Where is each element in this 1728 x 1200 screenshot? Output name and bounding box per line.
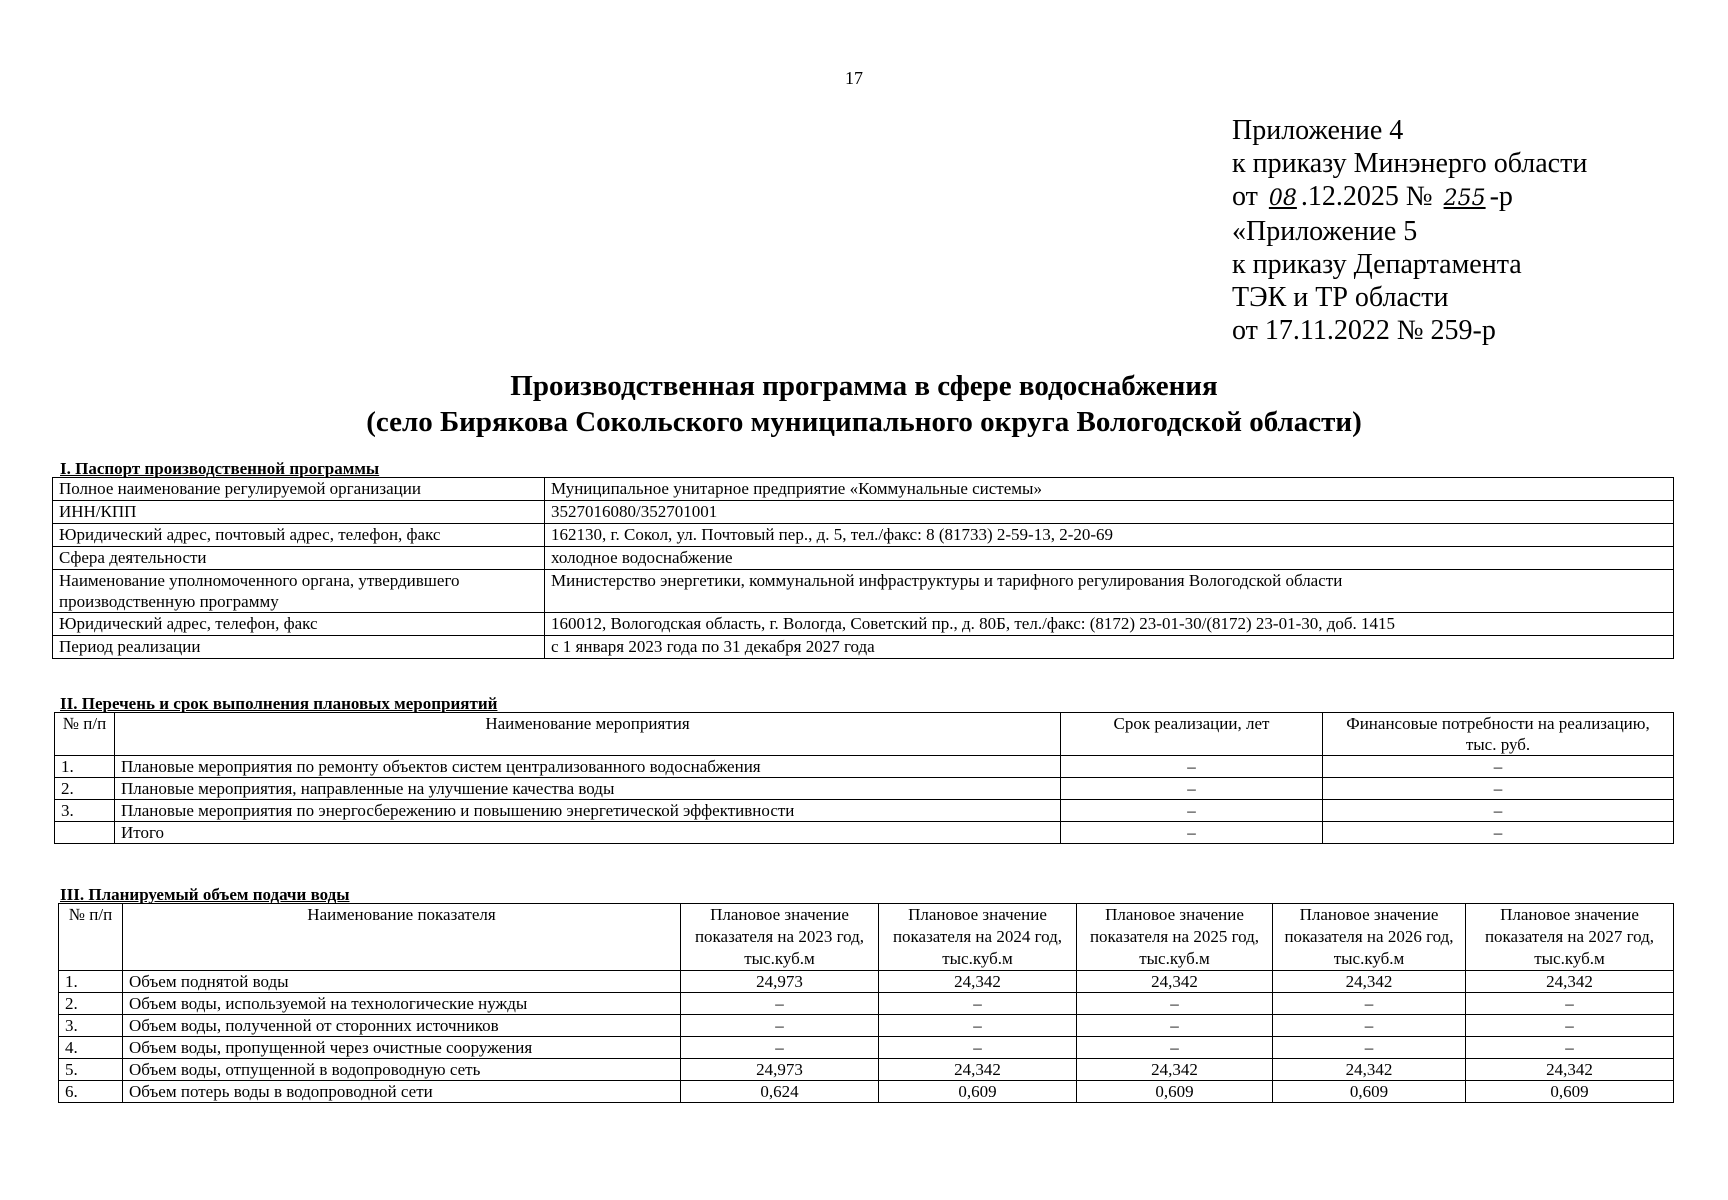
passport-value: с 1 января 2023 года по 31 декабря 2027 года xyxy=(545,636,1674,659)
measure-term: – xyxy=(1061,800,1323,822)
passport-row xyxy=(53,524,1674,547)
water-num: 1. xyxy=(59,971,123,993)
water-num: 3. xyxy=(59,1015,123,1037)
passport-value: Муниципальное унитарное предприятие «Коммунальные системы» xyxy=(545,478,1674,501)
passport-row xyxy=(53,636,1674,659)
header-2023: Плановое значение показателя на 2023 год, тыс.куб.м xyxy=(681,904,879,971)
measure-num: 3. xyxy=(55,800,115,822)
header-2026: Плановое значение показателя на 2026 год, тыс.куб.м xyxy=(1273,904,1466,971)
water-row xyxy=(59,1081,1674,1103)
water-value: – xyxy=(681,993,879,1015)
passport-label: Полное наименование регулируемой организации xyxy=(53,478,545,501)
water-num: 4. xyxy=(59,1037,123,1059)
section3-title: III. Планируемый объем подачи воды xyxy=(60,885,350,904)
passport-label: Сфера деятельности xyxy=(53,547,545,570)
water-row xyxy=(59,1059,1674,1081)
water-value: 24,342 xyxy=(1077,971,1273,993)
measure-row xyxy=(55,778,1674,800)
appendix-line-2: к приказу Минэнерго области xyxy=(1232,148,1588,179)
water-indicator: Объем поднятой воды xyxy=(123,971,681,993)
measure-num xyxy=(55,822,115,844)
appendix-line-7: от 17.11.2022 № 259-р xyxy=(1232,315,1496,346)
header-name: Наименование мероприятия xyxy=(115,713,1061,756)
water-value: 0,609 xyxy=(1077,1081,1273,1103)
water-indicator: Объем воды, полученной от сторонних источников xyxy=(123,1015,681,1037)
passport-label: Наименование уполномоченного органа, утвердившего производственную программу xyxy=(53,570,545,613)
measure-term: – xyxy=(1061,756,1323,778)
handwritten-number: 255 xyxy=(1443,186,1486,211)
water-value: – xyxy=(1466,1015,1674,1037)
water-indicator: Объем воды, пропущенной через очистные сооружения xyxy=(123,1037,681,1059)
water-value: – xyxy=(1466,993,1674,1015)
measure-finance: – xyxy=(1323,800,1674,822)
passport-row xyxy=(53,501,1674,524)
water-indicator: Объем потерь воды в водопроводной сети xyxy=(123,1081,681,1103)
measure-row xyxy=(55,822,1674,844)
passport-label: Период реализации xyxy=(53,636,545,659)
title-line-1: Производственная программа в сфере водоснабжения xyxy=(510,370,1218,402)
passport-table xyxy=(52,477,1674,659)
water-row xyxy=(59,993,1674,1015)
water-value: – xyxy=(879,1037,1077,1059)
passport-value: 3527016080/352701001 xyxy=(545,501,1674,524)
water-value: 24,342 xyxy=(1273,971,1466,993)
measure-finance: – xyxy=(1323,756,1674,778)
water-value: – xyxy=(879,1015,1077,1037)
water-value: 24,342 xyxy=(879,1059,1077,1081)
header-2024: Плановое значение показателя на 2024 год, тыс.куб.м xyxy=(879,904,1077,971)
water-value: 24,973 xyxy=(681,1059,879,1081)
measure-name: Плановые мероприятия по энергосбережению и повышению энергетической эффективности xyxy=(115,800,1061,822)
appendix-line-3 xyxy=(1232,180,1587,215)
passport-row xyxy=(53,478,1674,501)
water-row xyxy=(59,1015,1674,1037)
measure-name: Плановые мероприятия по ремонту объектов систем централизованного водоснабжения xyxy=(115,756,1061,778)
passport-value: 162130, г. Сокол, ул. Почтовый пер., д. 5, тел./факс: 8 (81733) 2-59-13, 2-20-69 xyxy=(545,524,1674,547)
measure-row xyxy=(55,756,1674,778)
water-value: – xyxy=(1273,993,1466,1015)
title-line-2: (село Бирякова Сокольского муниципального округа Вологодской области) xyxy=(366,406,1362,438)
measures-header-row xyxy=(55,713,1674,756)
water-indicator: Объем воды, используемой на технологические нужды xyxy=(123,993,681,1015)
water-value: – xyxy=(1077,1015,1273,1037)
water-value: 0,609 xyxy=(1466,1081,1674,1103)
measure-name: Плановые мероприятия, направленные на улучшение качества воды xyxy=(115,778,1061,800)
appendix-block xyxy=(1232,114,1587,347)
water-value: – xyxy=(1077,1037,1273,1059)
water-value: 0,624 xyxy=(681,1081,879,1103)
water-value: – xyxy=(1273,1037,1466,1059)
header-finance: Финансовые потребности на реализацию, тыс. руб. xyxy=(1323,713,1674,756)
water-num: 6. xyxy=(59,1081,123,1103)
measures-table xyxy=(54,712,1674,844)
appendix-line-5: к приказу Департамента xyxy=(1232,249,1522,280)
appendix-date-suffix: -р xyxy=(1489,181,1513,212)
header-term: Срок реализации, лет xyxy=(1061,713,1323,756)
passport-label: Юридический адрес, почтовый адрес, телефон, факс xyxy=(53,524,545,547)
measure-term: – xyxy=(1061,778,1323,800)
measure-name: Итого xyxy=(115,822,1061,844)
passport-value: холодное водоснабжение xyxy=(545,547,1674,570)
water-num: 5. xyxy=(59,1059,123,1081)
passport-row xyxy=(53,547,1674,570)
header-2027: Плановое значение показателя на 2027 год, тыс.куб.м xyxy=(1466,904,1674,971)
water-value: 0,609 xyxy=(879,1081,1077,1103)
measure-finance: – xyxy=(1323,822,1674,844)
measure-num: 1. xyxy=(55,756,115,778)
header-2025: Плановое значение показателя на 2025 год, тыс.куб.м xyxy=(1077,904,1273,971)
appendix-line-6: ТЭК и ТР области xyxy=(1232,282,1449,313)
handwritten-day: 08 xyxy=(1268,186,1297,211)
water-value: 24,342 xyxy=(1466,971,1674,993)
header-num: № п/п xyxy=(59,904,123,971)
measure-row xyxy=(55,800,1674,822)
water-value: 24,342 xyxy=(1466,1059,1674,1081)
water-header-row xyxy=(59,904,1674,971)
water-value: 24,342 xyxy=(1077,1059,1273,1081)
water-indicator: Объем воды, отпущенной в водопроводную сеть xyxy=(123,1059,681,1081)
section1-title: I. Паспорт производственной программы xyxy=(60,459,380,478)
section2-title: II. Перечень и срок выполнения плановых мероприятий xyxy=(60,694,498,713)
page-number: 17 xyxy=(845,68,863,88)
water-value: 24,342 xyxy=(879,971,1077,993)
appendix-date-prefix: от xyxy=(1232,181,1258,212)
passport-row xyxy=(53,613,1674,636)
water-value: – xyxy=(681,1037,879,1059)
water-value: – xyxy=(1077,993,1273,1015)
water-value: 24,342 xyxy=(1273,1059,1466,1081)
measure-finance: – xyxy=(1323,778,1674,800)
measure-num: 2. xyxy=(55,778,115,800)
water-value: – xyxy=(1466,1037,1674,1059)
water-row xyxy=(59,971,1674,993)
water-supply-table xyxy=(58,903,1674,1103)
water-num: 2. xyxy=(59,993,123,1015)
appendix-line-4: «Приложение 5 xyxy=(1232,216,1418,247)
passport-value: 160012, Вологодская область, г. Вологда, Советский пр., д. 80Б, тел./факс: (8172) 23-01-30/(8172) 23-01-30, доб. 1415 xyxy=(545,613,1674,636)
passport-row xyxy=(53,570,1674,613)
header-indicator: Наименование показателя xyxy=(123,904,681,971)
document-title xyxy=(0,368,1728,440)
water-value: 0,609 xyxy=(1273,1081,1466,1103)
measure-term: – xyxy=(1061,822,1323,844)
appendix-date-mid: .12.2025 № xyxy=(1300,181,1433,212)
passport-label: Юридический адрес, телефон, факс xyxy=(53,613,545,636)
water-value: – xyxy=(879,993,1077,1015)
water-row xyxy=(59,1037,1674,1059)
appendix-line-1: Приложение 4 xyxy=(1232,115,1404,146)
passport-label: ИНН/КПП xyxy=(53,501,545,524)
passport-value: Министерство энергетики, коммунальной инфраструктуры и тарифного регулирования Вологодской области xyxy=(545,570,1674,613)
header-num: № п/п xyxy=(55,713,115,756)
water-value: 24,973 xyxy=(681,971,879,993)
water-value: – xyxy=(681,1015,879,1037)
water-value: – xyxy=(1273,1015,1466,1037)
